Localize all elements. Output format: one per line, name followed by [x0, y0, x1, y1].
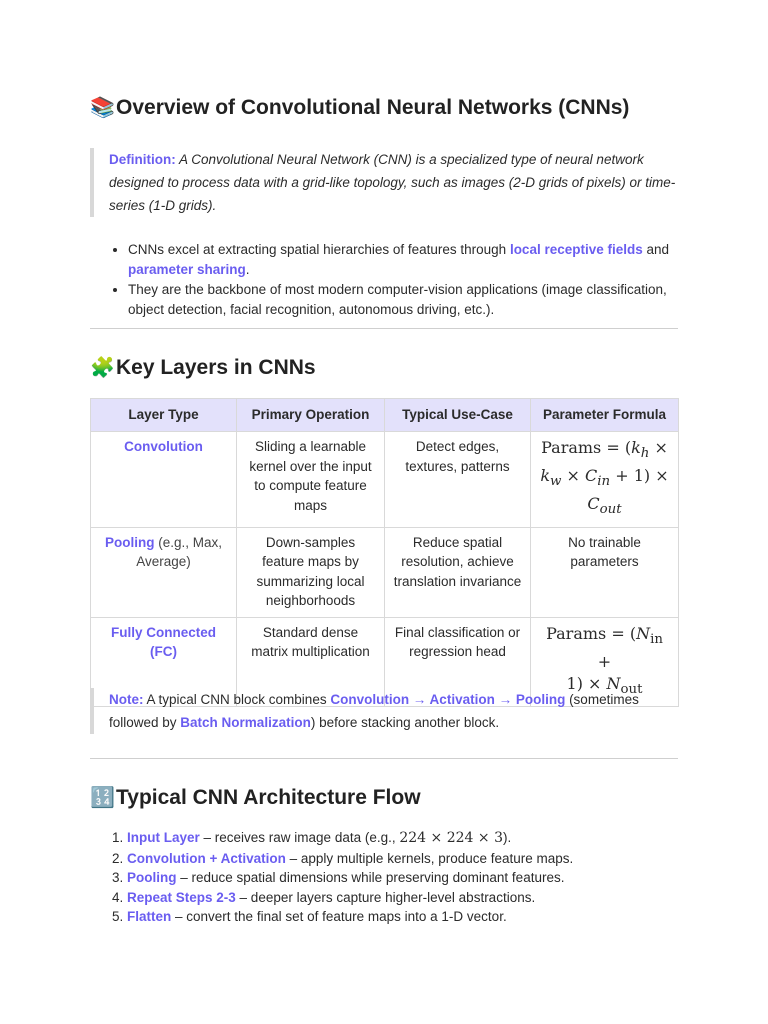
layer-name: Fully Connected (FC)	[110, 624, 216, 660]
divider	[90, 758, 678, 759]
formula-cell	[531, 432, 679, 528]
overview-title: Overview of Convolutional Neural Networks (CNNs)	[116, 96, 630, 119]
table-row	[91, 527, 679, 617]
divider	[90, 328, 678, 329]
note-text: A typical CNN block combines	[143, 692, 331, 707]
list-item	[127, 828, 727, 849]
column-header: Primary Operation	[237, 399, 385, 432]
note-label: Note:	[109, 692, 144, 707]
definition-label: Definition:	[109, 152, 176, 167]
layers-table	[90, 398, 679, 707]
layer-name: Convolution	[124, 439, 203, 454]
bullet-text: They are the backbone of most modern computer-vision applications (image classification, object detection, facial recognition, autonomous driving, etc.).	[128, 282, 667, 317]
step-text: ).	[502, 830, 512, 845]
layer-name-detail: (e.g., Max, Average)	[136, 534, 223, 570]
column-header: Layer Type	[91, 399, 237, 432]
list-item	[128, 280, 698, 320]
step-label: Input Layer	[127, 830, 200, 845]
usecase-cell: Detect edges, textures, patterns	[385, 432, 531, 528]
step-text: – deeper layers capture higher-level abstractions.	[235, 889, 536, 905]
books-icon: 📚	[90, 97, 115, 119]
note-text: ) before stacking another block.	[310, 715, 500, 730]
definition-callout	[90, 148, 678, 217]
bullet-text: .	[245, 262, 250, 277]
usecase-cell: Reduce spatial resolution, achieve translation invariance	[385, 527, 531, 617]
list-item	[127, 888, 727, 908]
step-text: – convert the final set of feature maps into a 1-D vector.	[171, 909, 507, 924]
overview-bullets	[90, 240, 698, 320]
formula-math: Params = ($k_h$ × $k_w \times C_{in} + 1$) × $C_{out}$	[540, 438, 669, 518]
step-label: Convolution + Activation	[127, 850, 286, 866]
step-label: Repeat Steps 2-3	[127, 889, 236, 905]
layer-type-cell	[91, 432, 237, 528]
list-item	[127, 868, 727, 888]
local-receptive-fields-term: local receptive fields	[509, 242, 643, 257]
architecture-steps	[90, 828, 727, 927]
key-layers-heading	[90, 355, 316, 380]
column-header: Typical Use-Case	[385, 399, 531, 432]
layer-name: Pooling	[104, 534, 155, 550]
list-item	[128, 240, 698, 280]
note-callout	[90, 688, 678, 734]
puzzle-icon: 🧩	[90, 357, 115, 379]
list-item	[127, 849, 727, 869]
step-label: Flatten	[127, 909, 172, 924]
architecture-heading	[90, 785, 421, 810]
step-text: – receives raw image data (e.g.,	[199, 830, 400, 845]
input-dimensions: 224 × 224 × 3	[399, 830, 503, 846]
usecase-cell: Final classification or regression head	[385, 617, 531, 706]
architecture-title: Typical CNN Architecture Flow	[116, 786, 421, 809]
overview-heading	[90, 95, 629, 120]
bullet-text: and	[642, 242, 670, 257]
step-text: – apply multiple kernels, produce feature maps.	[285, 850, 574, 866]
table-header-row	[91, 399, 679, 432]
table-row	[91, 432, 679, 528]
formula-cell: No trainable parameters	[531, 527, 679, 617]
cnn-block-sequence: Convolution → Activation → Pooling	[330, 692, 566, 707]
batch-normalization-term: Batch Normalization	[180, 715, 311, 730]
bullet-text: CNNs excel at extracting spatial hierarchies of features through	[128, 242, 510, 257]
step-text: – reduce spatial dimensions while preserving dominant features.	[176, 870, 565, 885]
list-item	[127, 907, 727, 927]
operation-cell: Sliding a learnable kernel over the input to compute feature maps	[237, 432, 385, 528]
step-label: Pooling	[127, 870, 177, 885]
operation-cell: Down-samples feature maps by summarizing local neighborhoods	[237, 527, 385, 617]
formula-math: Params = ($N_{in}$ + $1) \times N_{out}$	[546, 623, 663, 697]
column-header: Parameter Formula	[531, 399, 679, 432]
numbers-icon: 🔢	[90, 787, 115, 809]
layer-type-cell	[91, 527, 237, 617]
note-text: (sometimes followed by	[109, 692, 639, 730]
definition-text: A Convolutional Neural Network (CNN) is a specialized type of neural network designed to process data with a grid-like topology, such as images (2-D grids of pixels) or time-series (1-D grids).	[109, 152, 676, 213]
key-layers-title: Key Layers in CNNs	[116, 356, 316, 379]
parameter-sharing-term: parameter sharing	[128, 262, 246, 277]
operation-cell: Standard dense matrix multiplication	[237, 617, 385, 706]
